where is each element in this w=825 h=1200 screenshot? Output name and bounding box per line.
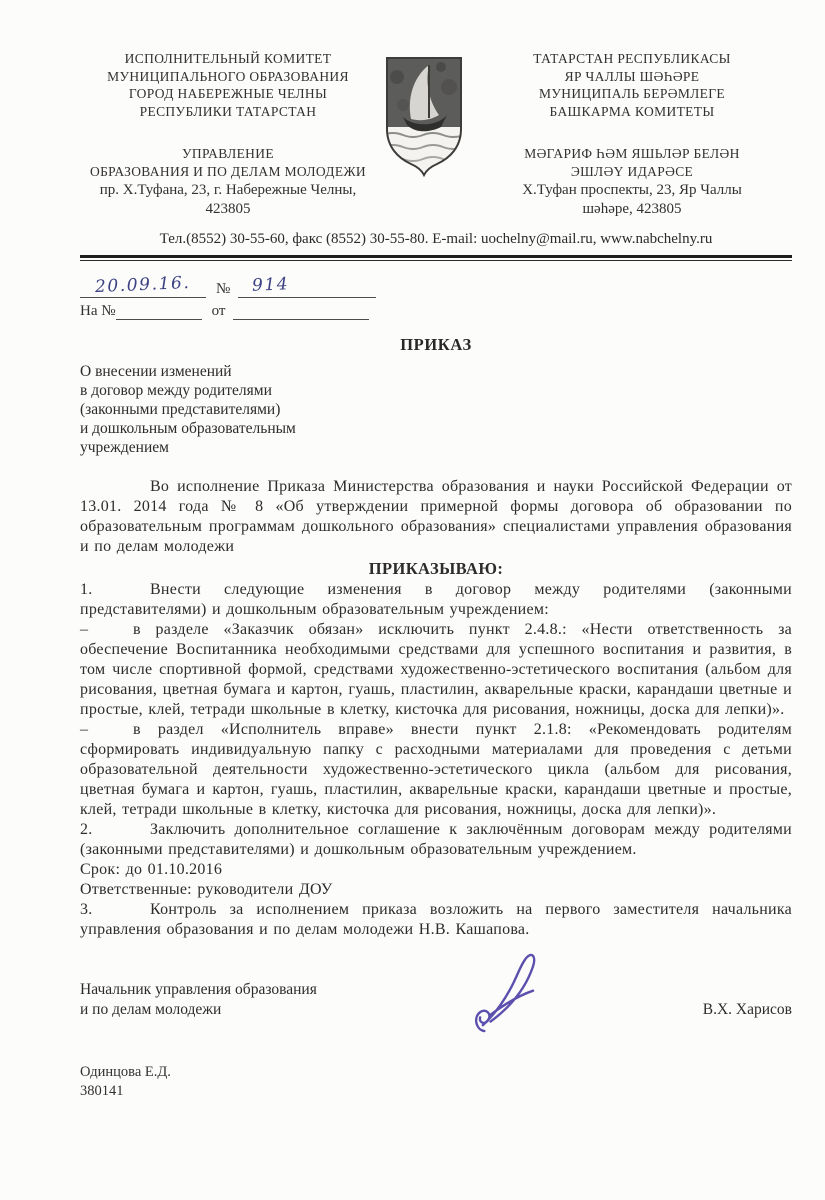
- letterhead-left-russian: [80, 50, 376, 218]
- org-name-line: ГОРОД НАБЕРЕЖНЫЕ ЧЕЛНЫ: [128, 86, 328, 101]
- signer-position-line: Начальник управления образования: [80, 981, 317, 998]
- address-line: Х.Туфан проспекты, 23, Яр Чаллы: [522, 182, 742, 198]
- subject-line: и дошкольным образовательным: [80, 420, 296, 437]
- item-dash: –: [80, 621, 89, 638]
- org-name-line: ТАТАРСТАН РЕСПУБЛИКАСЫ: [533, 51, 731, 66]
- org-name-line: ЯР ЧАЛЛЫ ШӘҺӘРЕ: [564, 68, 700, 84]
- signature-row: [80, 980, 792, 1019]
- letterhead: [80, 50, 792, 218]
- address-line: пр. Х.Туфана, 23, г. Набережные Челны,: [99, 182, 357, 198]
- date-field: [80, 272, 206, 298]
- document-title: ПРИКАЗ: [400, 335, 472, 354]
- org-name-line: МУНИЦИПАЛЬНОГО ОБРАЗОВАНИЯ: [107, 68, 349, 84]
- responsible-line: Ответственные: руководители ДОУ: [80, 881, 333, 898]
- order-subitem-add: [80, 720, 792, 820]
- item-number: 3.: [80, 901, 93, 918]
- signer-position: [80, 980, 317, 1019]
- order-subitem-exclude: [80, 620, 792, 720]
- dept-name-line: МӘГАРИФ ҺӘМ ЯШЬЛӘР БЕЛӘН: [524, 146, 740, 161]
- reference-block: [80, 272, 792, 320]
- item-text: в разделе «Заказчик обязан» исключить пункт 2.4.8.: «Нести ответственность за обеспечение Воспитанника необходимыми средствами для успешного воспитания и развития, в том числе спортивной формой, средствами художественно-эстетического воспитания (альбом для рисования, цветная бумага и картон, гуашь, пластилин, акварельные краски, карандаши цветные и простые, клей, тетради школьные в клетку, кисточка для рисования, ножницы, доска для лепки)».: [80, 621, 792, 718]
- item-text: Внести следующие изменения в договор между родителями (законными представителями) и дошкольным образовательным учреждением:: [80, 581, 792, 618]
- resolution-heading: ПРИКАЗЫВАЮ:: [368, 559, 504, 578]
- dept-name-line: УПРАВЛЕНИЕ: [182, 146, 274, 161]
- letterhead-divider: [80, 255, 792, 261]
- number-sign-label: №: [216, 281, 231, 297]
- from-date-field: [233, 298, 369, 320]
- item-text: в раздел «Исполнитель вправе» внести пункт 2.1.8: «Рекомендовать родителям сформировать индивидуальную папку с расходными материалами для проведения с детьми образовательной деятельности художественно-эстетического цикла (альбом для рисования, цветная бумага и картон, гуашь, пластилин, акварельные краски, карандаши цветные и простые, клей, тетради школьные в клетку, кисточка для рисования, ножницы, доска для лепки)».: [80, 721, 792, 818]
- order-item-2: [80, 820, 792, 860]
- contact-line: Тел.(8552) 30-55-60, факс (8552) 30-55-80. E-mail: uochelny@mail.ru, www.nabchelny.ru: [159, 231, 713, 247]
- handwritten-signature: [462, 946, 576, 1060]
- executor-phone: 380141: [80, 1082, 124, 1099]
- reply-to-label: На №: [80, 303, 116, 319]
- org-name-line: БАШКАРМА КОМИТЕТЫ: [549, 103, 715, 119]
- reply-number-field: [116, 298, 202, 320]
- dept-name-line: ОБРАЗОВАНИЯ И ПО ДЕЛАМ МОЛОДЕЖИ: [89, 164, 366, 179]
- handwritten-date: 20.09.16.: [94, 272, 192, 298]
- subject-block: [80, 362, 792, 457]
- address-line: шәһәре, 423805: [582, 200, 682, 217]
- executor-block: [80, 1063, 792, 1100]
- address-line: 423805: [205, 200, 251, 217]
- org-name-line: МУНИЦИПАЛЬ БЕРӘМЛЕГЕ: [538, 86, 726, 101]
- number-field: [238, 276, 376, 298]
- item-text: Контроль за исполнением приказа возложить на первого заместителя начальника управления образования и по делам молодежи Н.В. Кашапова.: [80, 901, 792, 938]
- signer-position-line: и по делам молодежи: [80, 1000, 222, 1018]
- org-name-line: ИСПОЛНИТЕЛЬНЫЙ КОМИТЕТ: [124, 51, 332, 66]
- dept-name-line: ЭШЛӘҮ ИДАРӘСЕ: [570, 164, 694, 179]
- subject-line: в договор между родителями: [80, 382, 272, 399]
- org-name-line: РЕСПУБЛИКИ ТАТАРСТАН: [139, 103, 317, 119]
- letterhead-right-tatar: [472, 50, 792, 218]
- executor-name: Одинцова Е.Д.: [80, 1064, 171, 1080]
- subject-line: О внесении изменений: [80, 363, 232, 380]
- coat-of-arms-icon: [383, 55, 465, 177]
- signature-ink-icon: [462, 946, 575, 1055]
- order-item-3: [80, 900, 792, 940]
- subject-line: учреждением: [80, 439, 169, 456]
- subject-line: (законными представителями): [80, 401, 281, 418]
- from-label: от: [211, 303, 226, 319]
- item-text: Заключить дополнительное соглашение к заключённым договорам между родителями (законными представителями) и дошкольным образовательным учреждением.: [80, 821, 792, 858]
- handwritten-number: 914: [251, 274, 290, 296]
- preamble-paragraph: Во исполнение Приказа Министерства образования и науки Российской Федерации от 13.01. 2014 года № 8 «Об утверждении примерной формы договора об образовании по образовательным программам дошкольного образования» специалистами управления образования и по делам молодежи: [80, 478, 792, 555]
- signer-name: В.Х. Харисов: [702, 1000, 792, 1018]
- item-dash: –: [80, 721, 89, 738]
- deadline-line: Срок: до 01.10.2016: [80, 861, 223, 878]
- item-number: 2.: [80, 821, 93, 838]
- item-number: 1.: [80, 581, 93, 598]
- order-item-1: [80, 580, 792, 620]
